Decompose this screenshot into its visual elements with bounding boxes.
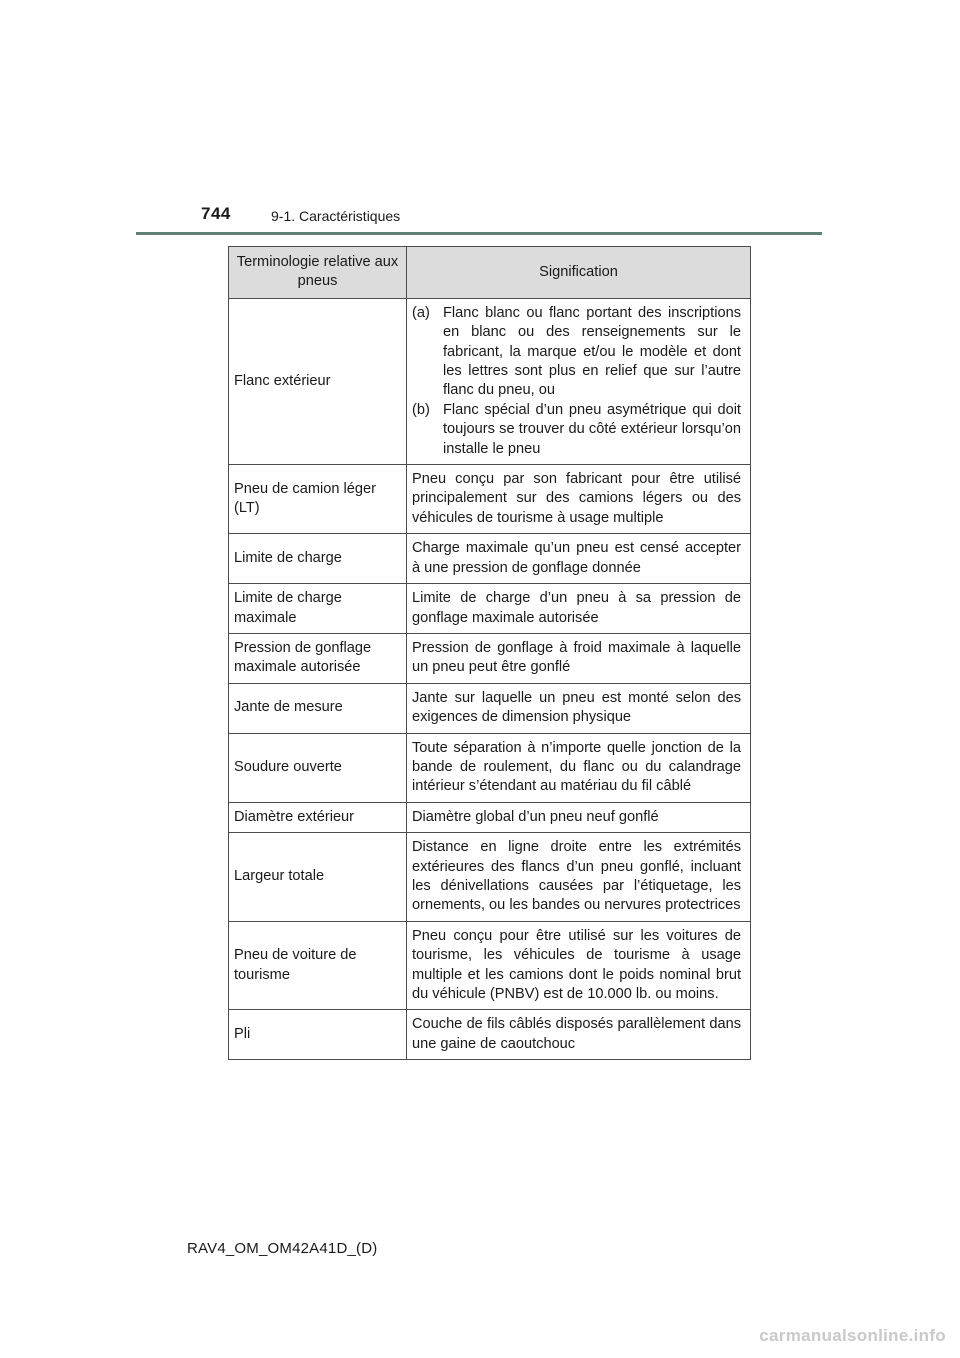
meaning-cell: Limite de charge d’un pneu à sa pression de gonflage maximale autorisée <box>407 584 751 634</box>
list-item <box>412 304 741 401</box>
column-header-term: Terminologie relative aux pneus <box>229 247 407 299</box>
list-marker: (a) <box>412 304 430 321</box>
term-cell: Diamètre extérieur <box>229 802 407 832</box>
document-code: RAV4_OM_OM42A41D_(D) <box>187 1240 378 1257</box>
meaning-cell: Couche de fils câblés disposés parallèlement dans une gaine de caoutchouc <box>407 1010 751 1060</box>
table-row <box>229 465 751 534</box>
list-item-text: Flanc blanc ou flanc portant des inscriptions en blanc ou des renseignements sur le fabricant, la marque et/ou le modèle et dont les lettres sont plus en relief que sur l’autre flanc du pneu, ou <box>443 304 741 399</box>
table-row <box>229 633 751 683</box>
term-cell: Flanc extérieur <box>229 298 407 464</box>
term-cell: Jante de mesure <box>229 683 407 733</box>
term-cell: Limite de charge maximale <box>229 584 407 634</box>
header-divider <box>136 232 822 235</box>
meaning-cell <box>407 298 751 464</box>
table-row <box>229 584 751 634</box>
table-row <box>229 733 751 802</box>
meaning-sub-list <box>412 304 741 459</box>
meaning-cell: Diamètre global d’un pneu neuf gonflé <box>407 802 751 832</box>
term-cell: Largeur totale <box>229 833 407 922</box>
list-marker: (b) <box>412 401 430 418</box>
term-cell: Pneu de voiture de tourisme <box>229 921 407 1010</box>
table-row <box>229 683 751 733</box>
meaning-cell: Pneu conçu pour être utilisé sur les voitures de tourisme, les véhicules de tourisme à usage multiple et les camions dont le poids nominal brut du véhicule (PNBV) est de 10.000 lb. ou moins. <box>407 921 751 1010</box>
term-cell: Limite de charge <box>229 534 407 584</box>
column-header-meaning: Signification <box>407 247 751 299</box>
table-header-row <box>229 247 751 299</box>
table-row <box>229 534 751 584</box>
meaning-cell: Charge maximale qu’un pneu est censé accepter à une pression de gonflage donnée <box>407 534 751 584</box>
table-row <box>229 833 751 922</box>
meaning-cell: Jante sur laquelle un pneu est monté selon des exigences de dimension physique <box>407 683 751 733</box>
meaning-cell: Pneu conçu par son fabricant pour être utilisé principalement sur des camions légers ou des véhicules de tourisme à usage multiple <box>407 465 751 534</box>
section-title: 9-1. Caractéristiques <box>271 208 401 224</box>
list-item <box>412 401 741 459</box>
term-cell: Pression de gonflage maximale autorisée <box>229 633 407 683</box>
page-number: 744 <box>201 204 231 223</box>
table-row <box>229 298 751 464</box>
meaning-cell: Pression de gonflage à froid maximale à laquelle un pneu peut être gonflé <box>407 633 751 683</box>
term-cell: Pneu de camion léger (LT) <box>229 465 407 534</box>
list-item-text: Flanc spécial d’un pneu asymétrique qui doit toujours se trouver du côté extérieur lorsqu’on installe le pneu <box>443 401 741 457</box>
term-cell: Pli <box>229 1010 407 1060</box>
table-row <box>229 921 751 1010</box>
site-watermark: carmanualsonline.info <box>759 1326 946 1345</box>
tire-terminology-table <box>228 246 751 1060</box>
table-row <box>229 802 751 832</box>
meaning-cell: Toute séparation à n’importe quelle jonction de la bande de roulement, du flanc ou du calandrage intérieur s’étendant au matériau du fil câblé <box>407 733 751 802</box>
table-row <box>229 1010 751 1060</box>
meaning-cell: Distance en ligne droite entre les extrémités extérieures des flancs d’un pneu gonflé, incluant les dénivellations causées par l’étiquetage, les ornements, ou les bandes ou nervures protectrices <box>407 833 751 922</box>
term-cell: Soudure ouverte <box>229 733 407 802</box>
